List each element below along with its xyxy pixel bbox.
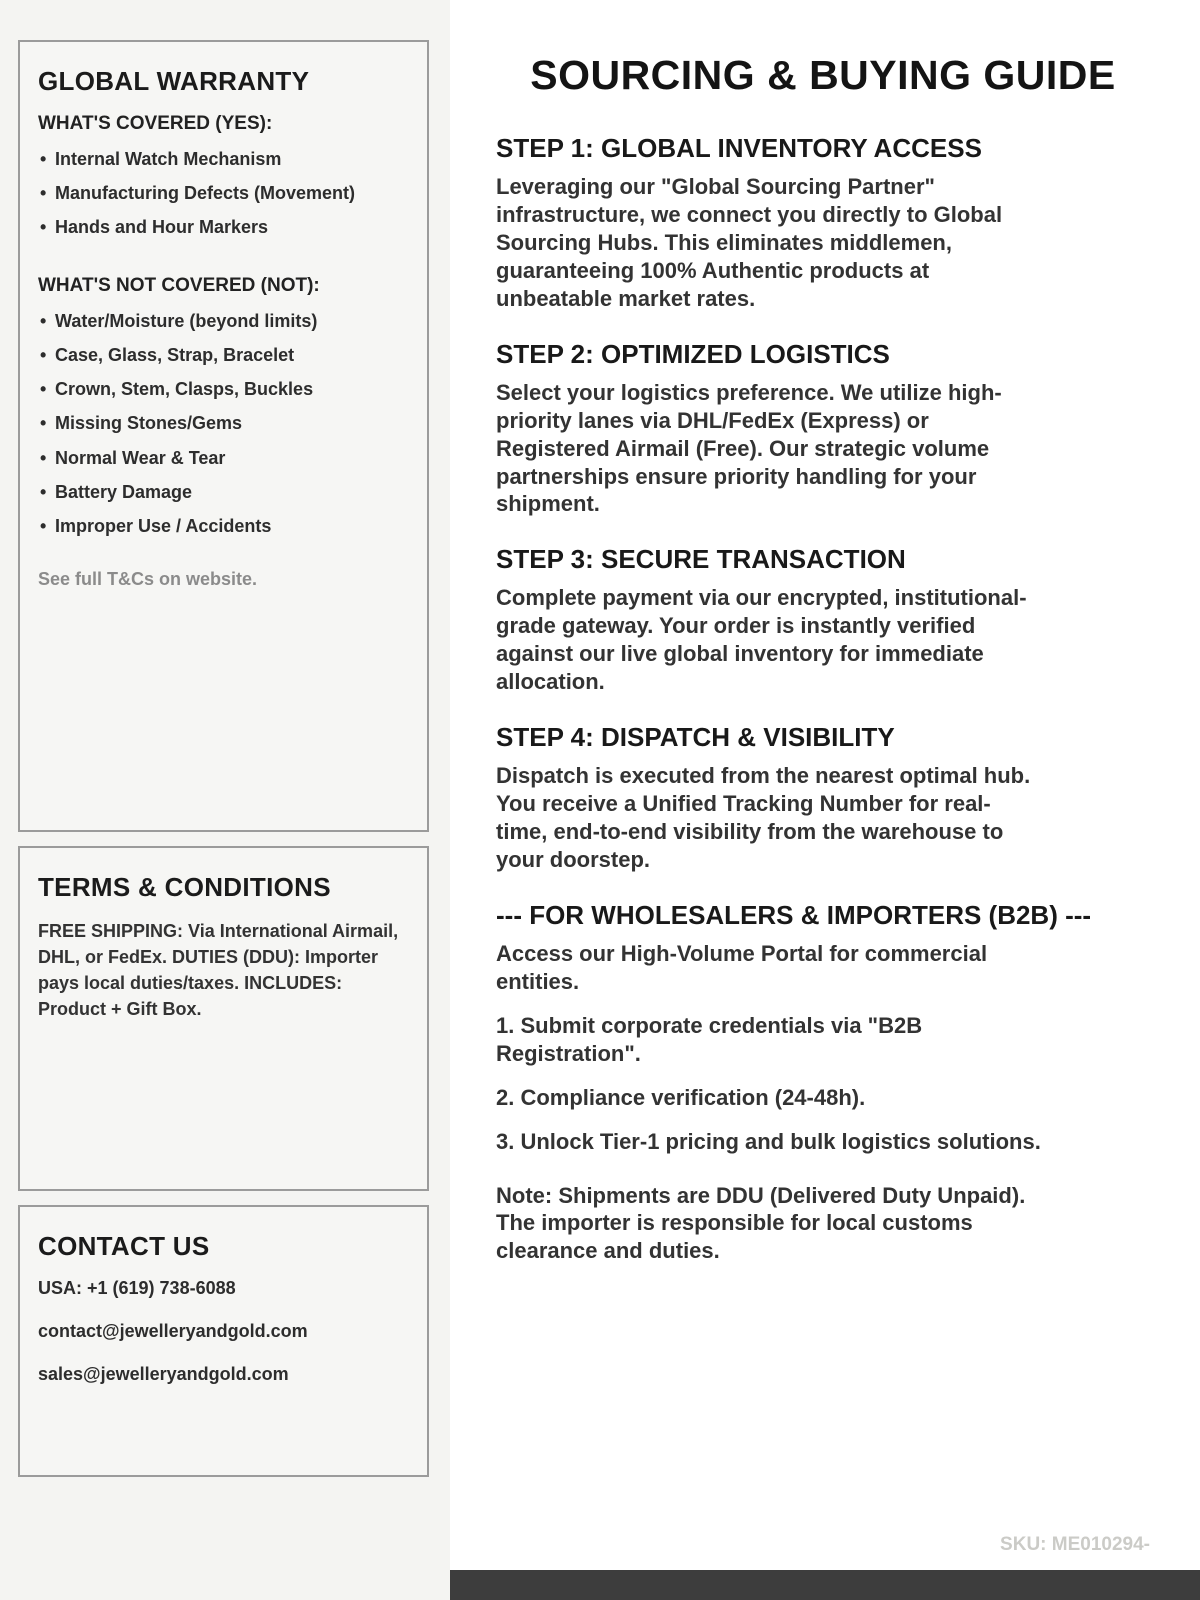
step-3-body: Complete payment via our encrypted, institutional-grade gateway. Your order is instantly verified against our live global inventory for immediate allocation.: [496, 585, 1027, 695]
list-item: • Battery Damage: [38, 482, 409, 503]
step-2-section: [496, 313, 1150, 519]
b2b-note: Note: Shipments are DDU (Delivered Duty Unpaid). The importer is responsible for local customs clearance and duties.: [496, 1182, 1026, 1264]
b2b-heading: --- FOR WHOLESALERS & IMPORTERS (B2B) ---: [496, 899, 1092, 930]
step-4-section: [496, 696, 1150, 874]
step-4-body: Dispatch is executed from the nearest optimal hub. You receive a Unified Tracking Number for real-time, end-to-end visibility from the warehouse to your doorstep.: [496, 763, 1031, 872]
warranty-title: GLOBAL WARRANTY: [38, 66, 310, 96]
step-3-heading: STEP 3: SECURE TRANSACTION: [496, 544, 906, 575]
list-item: • Manufacturing Defects (Movement): [38, 183, 409, 204]
step-3-section: [496, 518, 1150, 696]
covered-heading: WHAT'S COVERED (YES):: [38, 113, 273, 134]
list-item: • Hands and Hour Markers: [38, 217, 409, 238]
contact-email-sales: sales@jewelleryandgold.com: [38, 1364, 289, 1384]
warranty-footnote: See full T&Cs on website.: [38, 569, 258, 590]
contact-phone: USA: +1 (619) 738-6088: [38, 1278, 236, 1298]
not-covered-list: [38, 311, 409, 538]
list-item: • Crown, Stem, Clasps, Buckles: [38, 379, 409, 400]
main-content: [450, 0, 1200, 1600]
covered-list: [38, 149, 409, 239]
page-title: SOURCING & BUYING GUIDE: [530, 52, 1116, 98]
step-1-section: [496, 129, 1150, 313]
list-item: • Normal Wear & Tear: [38, 448, 409, 469]
terms-box: [18, 846, 429, 1191]
terms-body: FREE SHIPPING: Via International Airmail, DHL, or FedEx. DUTIES (DDU): Importer pays local duties/taxes. INCLUDES: Product + Gift Box.: [38, 921, 399, 1019]
list-item: • Internal Watch Mechanism: [38, 149, 409, 170]
b2b-intro: Access our High-Volume Portal for commercial entities.: [496, 940, 988, 994]
step-1-body: Leveraging our "Global Sourcing Partner" infrastructure, we connect you directly to Global Sourcing Hubs. This eliminates middlemen, guaranteeing 100% Authentic products at unbeatable market rates.: [496, 174, 1003, 311]
sidebar: [0, 0, 450, 1600]
b2b-step-2: 2. Compliance verification (24-48h).: [496, 1084, 866, 1110]
contact-title: CONTACT US: [38, 1231, 210, 1261]
b2b-section: [496, 874, 1150, 1265]
warranty-box: [18, 40, 429, 832]
list-item: • Case, Glass, Strap, Bracelet: [38, 345, 409, 366]
list-item: • Missing Stones/Gems: [38, 413, 409, 434]
footer-bar: [450, 1570, 1200, 1600]
step-1-heading: STEP 1: GLOBAL INVENTORY ACCESS: [496, 133, 982, 163]
list-item: • Water/Moisture (beyond limits): [38, 311, 409, 332]
step-2-heading: STEP 2: OPTIMIZED LOGISTICS: [496, 338, 890, 369]
contact-box: [18, 1205, 429, 1477]
not-covered-heading: WHAT'S NOT COVERED (NOT):: [38, 274, 320, 296]
step-4-heading: STEP 4: DISPATCH & VISIBILITY: [496, 722, 895, 753]
b2b-step-1: 1. Submit corporate credentials via "B2B Registration".: [496, 1012, 923, 1066]
terms-title: TERMS & CONDITIONS: [38, 872, 331, 902]
step-2-body: Select your logistics preference. We utilize high-priority lanes via DHL/FedEx (Express) or Registered Airmail (Free). Our strategic volume partnerships ensure priority handling for your shipment.: [496, 379, 1002, 517]
sku-label: SKU: ME010294-: [1000, 1534, 1150, 1555]
b2b-step-3: 3. Unlock Tier-1 pricing and bulk logistics solutions.: [496, 1128, 1041, 1154]
list-item: • Improper Use / Accidents: [38, 516, 409, 537]
contact-email-primary: contact@jewelleryandgold.com: [38, 1321, 308, 1341]
